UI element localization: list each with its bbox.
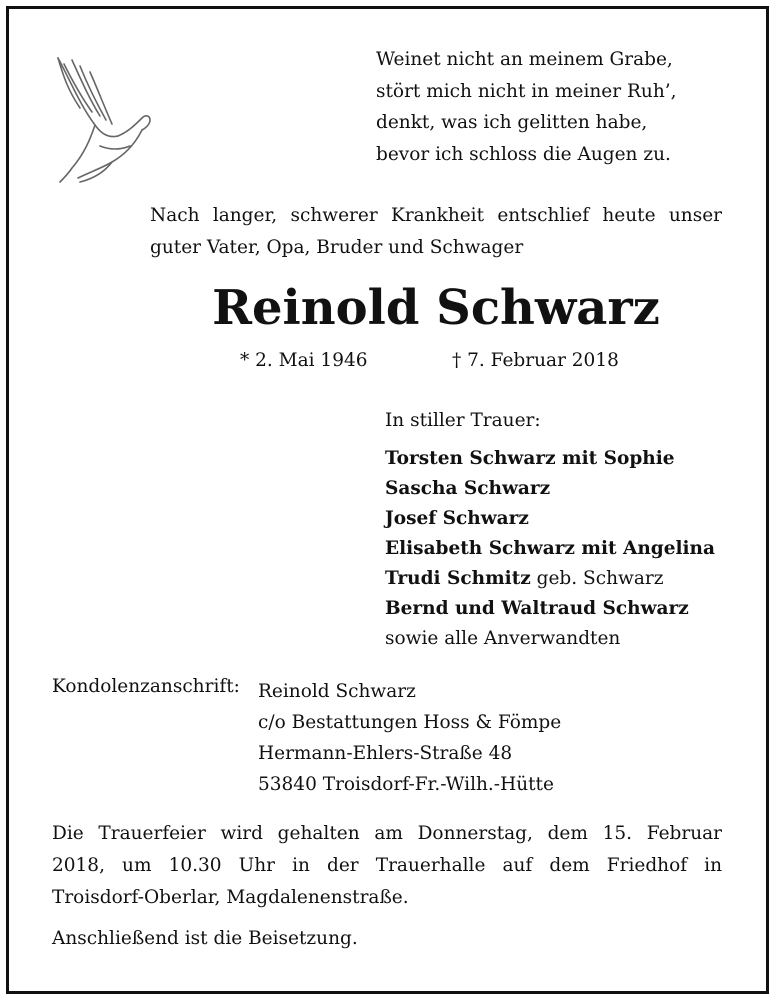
address-line: 53840 Troisdorf-Fr.-Wilh.-Hütte xyxy=(258,774,554,795)
address-line: Hermann-Ehlers-Straße 48 xyxy=(258,743,513,764)
condolence-address xyxy=(258,676,561,800)
address-line: Reinold Schwarz xyxy=(258,681,416,702)
ceremony-line: Die Trauerfeier wird gehalten am Donnerstag, dem 15. Februar xyxy=(52,823,722,844)
family-member: Sascha Schwarz xyxy=(385,478,551,499)
ceremony-line: 2018, um 10.30 Uhr in der Trauerhalle auf dem Friedhof in xyxy=(52,855,722,876)
intro-line: guter Vater, Opa, Bruder und Schwager xyxy=(150,237,524,258)
poem-line: Weinet nicht an meinem Grabe, xyxy=(376,49,673,70)
family-member: Torsten Schwarz mit Sophie xyxy=(385,448,675,469)
ceremony-text xyxy=(52,818,722,914)
deceased-name: Reinold Schwarz xyxy=(212,280,660,336)
intro-line: Nach langer, schwerer Krankheit entschlief heute unser xyxy=(150,205,722,226)
family-member: Bernd und Waltraud Schwarz xyxy=(385,598,689,619)
burial-note: Anschließend ist die Beisetzung. xyxy=(52,928,358,949)
family-list xyxy=(385,444,715,654)
dove-icon xyxy=(50,50,160,190)
poem xyxy=(376,44,677,170)
poem-line: denkt, was ich gelitten habe, xyxy=(376,112,648,133)
poem-line: stört mich nicht in meiner Ruh’, xyxy=(376,80,677,102)
family-member: sowie alle Anverwandten xyxy=(385,628,621,649)
family-member: Josef Schwarz xyxy=(385,508,529,529)
ceremony-line: Troisdorf-Oberlar, Magdalenenstraße. xyxy=(52,887,409,908)
condolence-label: Kondolenzanschrift: xyxy=(52,676,240,697)
family-member: Elisabeth Schwarz mit Angelina xyxy=(385,538,715,559)
poem-line: bevor ich schloss die Augen zu. xyxy=(376,143,671,165)
intro-text xyxy=(150,200,722,264)
family-member: Trudi Schmitz geb. Schwarz xyxy=(385,568,664,589)
death-date: † 7. Februar 2018 xyxy=(452,350,619,371)
mourning-heading: In stiller Trauer: xyxy=(385,410,541,431)
address-line: c/o Bestattungen Hoss & Fömpe xyxy=(258,712,562,733)
birth-date: * 2. Mai 1946 xyxy=(240,350,368,371)
